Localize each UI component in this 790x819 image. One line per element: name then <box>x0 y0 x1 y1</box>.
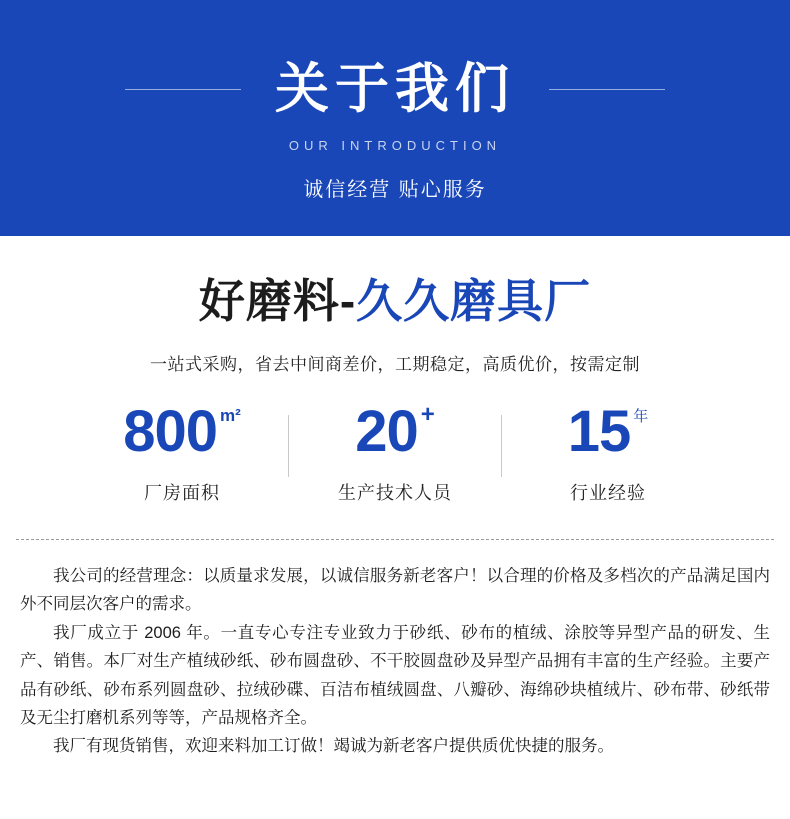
page-banner <box>0 0 790 236</box>
stat-number: 15 <box>567 399 631 464</box>
stats-row <box>0 399 790 505</box>
stat-superscript: + <box>420 401 435 428</box>
stat-number-row <box>567 399 649 464</box>
stat-number: 20 <box>355 399 418 464</box>
banner-title: 关于我们 <box>275 59 515 119</box>
stat-item-factory-area <box>76 399 288 505</box>
company-tagline: 一站式采购，省去中间商差价，工期稳定，高质优价，按需定制 <box>150 355 640 374</box>
banner-rule-left <box>125 89 241 90</box>
about-body-text <box>20 562 770 761</box>
headline-blue-text: 久久磨具厂 <box>356 275 592 327</box>
company-headline <box>0 275 790 327</box>
body-paragraph-2: 我厂成立于 2006 年。一直专心专注专业致力于砂纸、砂布的植绒、涂胶等异型产品的研发、生产、销售。本厂对生产植绒砂纸、砂布圆盘砂、不干胶圆盘砂及异型产品拥有丰富的生产经验。主要产品有砂纸、砂布系列圆盘砂、拉绒砂碟、百洁布植绒圆盘、八瓣砂、海绵砂块植绒片、砂布带、砂纸带及无尘打磨机系列等等，产品规格齐全。 <box>20 623 770 727</box>
body-paragraph-3: 我厂有现货销售，欢迎来料加工订做！竭诚为新老客户提供质优快捷的服务。 <box>53 737 614 756</box>
stat-label: 厂房面积 <box>144 483 220 503</box>
banner-title-row <box>0 59 790 119</box>
banner-subtitle-english: OUR INTRODUCTION <box>288 138 502 153</box>
stat-label: 行业经验 <box>570 483 646 503</box>
section-divider <box>16 539 774 540</box>
stat-number: 800 <box>123 399 217 464</box>
stat-number-row <box>123 399 241 464</box>
headline-dark-text: 好磨料- <box>198 275 357 327</box>
stat-superscript: 年 <box>633 408 649 425</box>
banner-subtitle-chinese: 诚信经营 贴心服务 <box>303 179 487 201</box>
body-paragraph-1: 我公司的经营理念：以质量求发展，以诚信服务新老客户！以合理的价格及多档次的产品满足国内外不同层次客户的需求。 <box>20 567 770 614</box>
stat-item-industry-experience <box>502 399 714 505</box>
stat-label: 生产技术人员 <box>338 483 452 503</box>
banner-rule-right <box>549 89 665 90</box>
stat-item-technical-staff <box>289 399 501 505</box>
stat-number-row <box>355 399 435 464</box>
stat-superscript: m² <box>220 406 241 425</box>
